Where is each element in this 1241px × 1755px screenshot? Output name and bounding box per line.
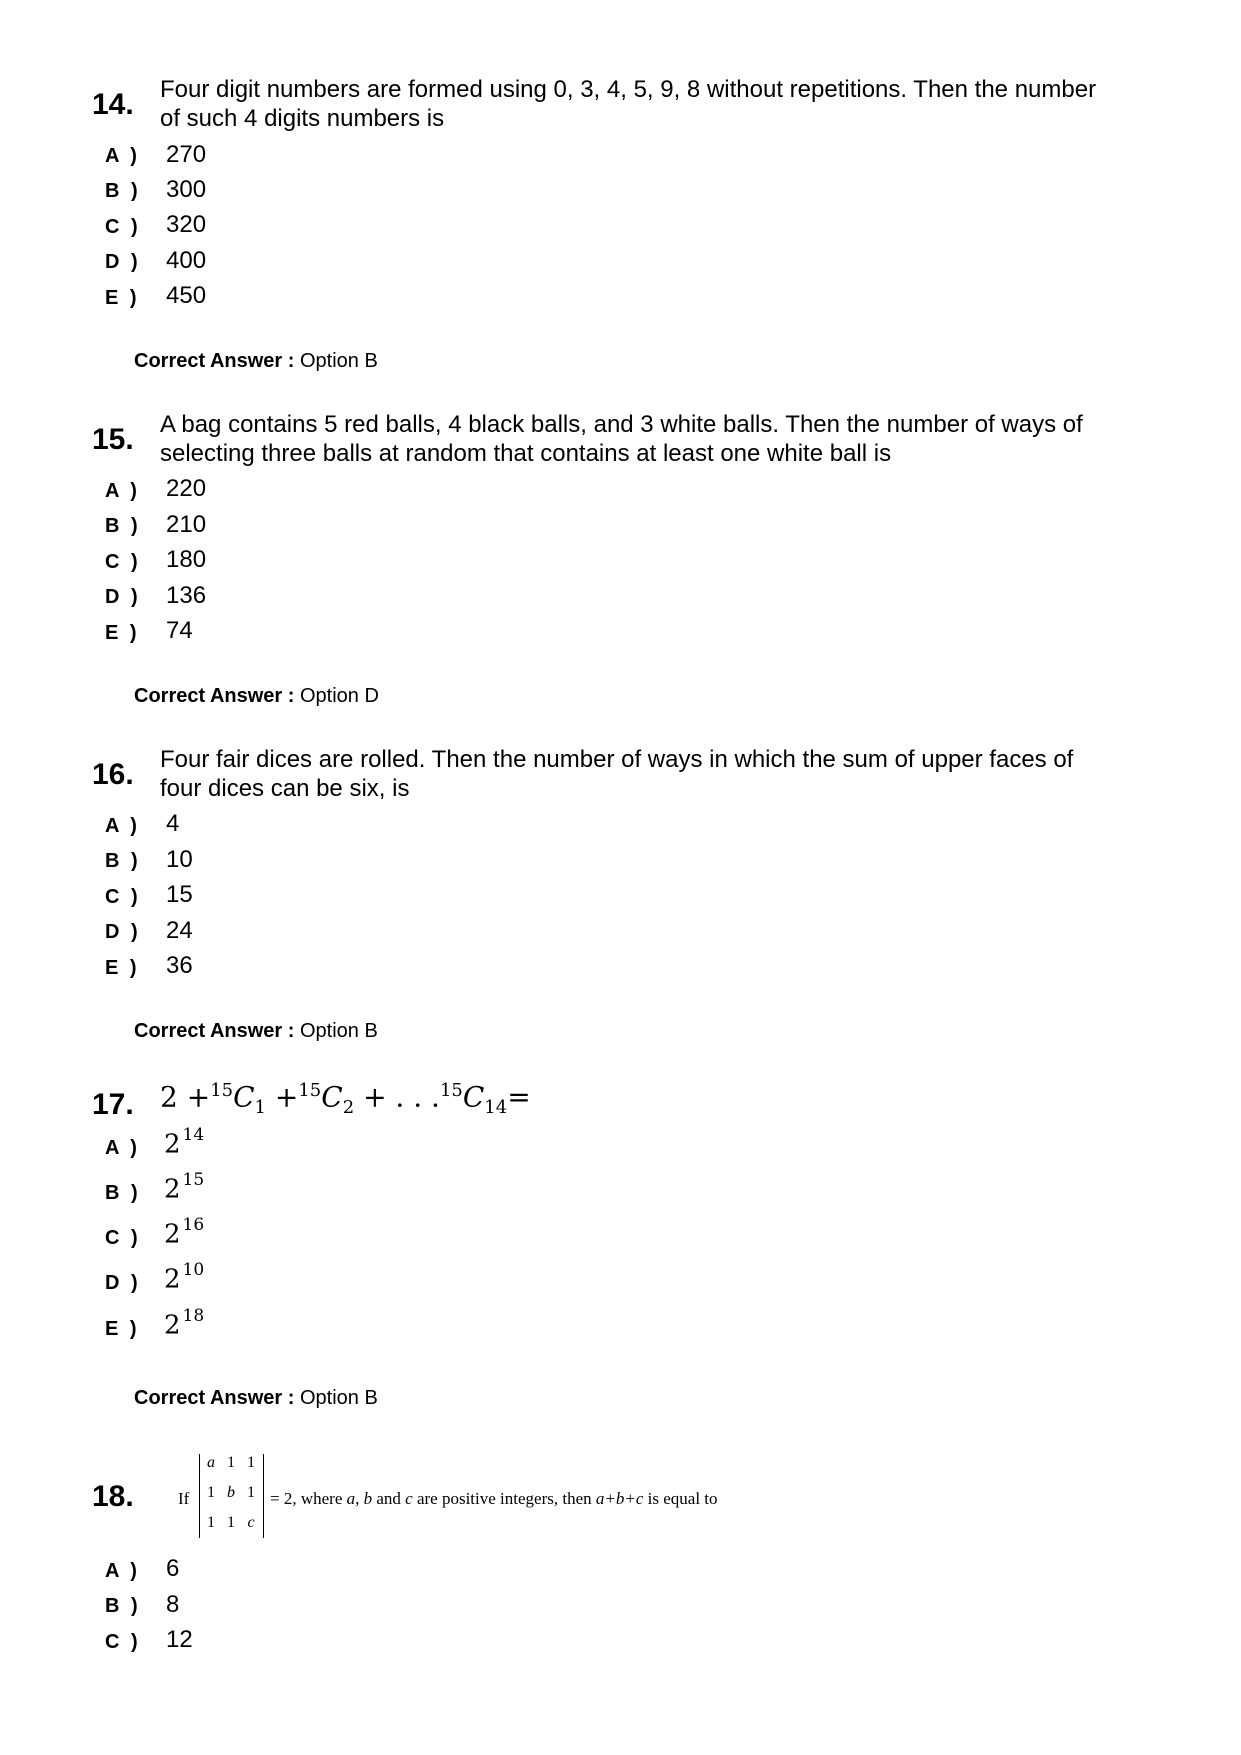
power-exponent: 10 — [182, 1260, 205, 1280]
suffix-text: and — [376, 1489, 401, 1508]
correct-answer-label: Correct Answer : — [134, 685, 295, 707]
option-label: B ) — [105, 1595, 141, 1617]
formula-lead: 2 + — [160, 1080, 211, 1114]
formula-superscript: 15 — [298, 1080, 322, 1101]
option-value: 136 — [166, 582, 207, 609]
determinant-suffix — [270, 1489, 718, 1509]
question-text-line1: A bag contains 5 red balls, 4 black balls, and 3 white balls. Then the number of ways of — [160, 411, 1083, 438]
formula-combination: C — [321, 1080, 343, 1114]
variable: b — [363, 1489, 373, 1508]
correct-answer-value: Option B — [299, 1020, 378, 1042]
power-exponent: 15 — [182, 1170, 205, 1190]
option-value: 300 — [166, 176, 207, 203]
question-number: 15. — [92, 423, 134, 456]
determinant-cell: 1 — [227, 1514, 235, 1531]
suffix-text: are positive integers, then — [416, 1489, 592, 1508]
determinant-cell — [221, 1484, 241, 1502]
suffix-text: is equal to — [647, 1489, 718, 1508]
formula-combination: C — [462, 1080, 485, 1114]
variable: a — [346, 1489, 356, 1508]
option-value: 6 — [166, 1555, 180, 1582]
determinant-cell — [241, 1514, 261, 1532]
question-text-line2: selecting three balls at random that contains at least one white ball is — [160, 440, 892, 467]
option-value — [164, 1260, 205, 1295]
option-label: D ) — [105, 586, 141, 608]
option-label: E ) — [105, 1318, 140, 1340]
determinant-right-bar — [263, 1454, 264, 1538]
option-label: B ) — [105, 515, 141, 537]
expression: a+b+c — [595, 1489, 644, 1508]
option-label: D ) — [105, 921, 141, 943]
option-label: B ) — [105, 180, 141, 202]
option-value: 270 — [166, 141, 207, 168]
option-label: C ) — [105, 1227, 141, 1249]
question-text-line1: Four digit numbers are formed using 0, 3, 4, 5, 9, 8 without repetitions. Then the number — [160, 76, 1097, 103]
suffix-text: , where — [292, 1489, 343, 1508]
correct-answer-value: Option D — [299, 685, 379, 707]
power-base: 2 — [164, 1264, 181, 1295]
option-label: A ) — [105, 1560, 140, 1582]
power-base: 2 — [164, 1174, 181, 1205]
determinant-entry: a — [207, 1454, 215, 1471]
option-value: 210 — [166, 511, 207, 538]
option-label: A ) — [105, 145, 140, 167]
correct-answer — [134, 685, 379, 708]
option-label: B ) — [105, 850, 141, 872]
formula-equals: = — [507, 1080, 531, 1114]
option-label: E ) — [105, 957, 140, 979]
option-label: D ) — [105, 1272, 141, 1294]
option-value: 320 — [166, 211, 207, 238]
correct-answer-value: Option B — [299, 1387, 378, 1409]
option-label: B ) — [105, 1182, 141, 1204]
question-text-line2: four dices can be six, is — [160, 775, 410, 802]
determinant-cell: 1 — [207, 1484, 215, 1501]
option-value: 400 — [166, 247, 207, 274]
determinant-cell: 1 — [227, 1454, 235, 1471]
correct-answer-label: Correct Answer : — [134, 1387, 295, 1409]
option-value: 36 — [166, 952, 193, 979]
option-value — [164, 1170, 205, 1205]
option-value: 4 — [166, 810, 180, 837]
determinant — [199, 1452, 269, 1542]
determinant-entry: b — [227, 1484, 235, 1501]
option-label: D ) — [105, 251, 141, 273]
determinant-prefix: If — [178, 1489, 190, 1508]
determinant-cell: 1 — [207, 1514, 215, 1531]
variable: c — [405, 1489, 413, 1508]
determinant-equals: = 2 — [270, 1489, 293, 1508]
option-label: A ) — [105, 1137, 140, 1159]
option-value: 12 — [166, 1626, 193, 1653]
question-formula — [160, 1080, 531, 1118]
option-value — [164, 1215, 205, 1250]
option-label: E ) — [105, 622, 140, 644]
option-value: 220 — [166, 475, 207, 502]
question-number: 16. — [92, 758, 134, 791]
option-value: 10 — [166, 846, 193, 873]
correct-answer-label: Correct Answer : — [134, 1020, 295, 1042]
option-label: C ) — [105, 216, 141, 238]
determinant-left-bar — [199, 1454, 200, 1538]
power-base: 2 — [164, 1129, 181, 1160]
formula-subscript: 1 — [254, 1096, 266, 1118]
correct-answer-value: Option B — [299, 350, 378, 372]
option-value: 450 — [166, 282, 207, 309]
question-text-line1: Four fair dices are rolled. Then the number of ways in which the sum of upper faces of — [160, 746, 1074, 773]
option-label: E ) — [105, 287, 140, 309]
power-base: 2 — [164, 1310, 181, 1341]
question-number: 18. — [92, 1480, 134, 1513]
power-exponent: 16 — [182, 1215, 205, 1235]
formula-plus: + — [274, 1080, 299, 1114]
correct-answer — [134, 1020, 378, 1043]
power-base: 2 — [164, 1219, 181, 1250]
formula-subscript: 2 — [342, 1096, 355, 1118]
determinant-cell: 1 — [247, 1484, 255, 1501]
formula-ellipsis: + . . . — [363, 1080, 440, 1114]
question-text-line2: of such 4 digits numbers is — [160, 105, 445, 132]
formula-subscript: 14 — [484, 1096, 508, 1118]
correct-answer — [134, 1387, 378, 1410]
option-label: C ) — [105, 886, 141, 908]
question-number: 14. — [92, 88, 134, 121]
option-value — [164, 1125, 205, 1160]
formula-superscript: 15 — [439, 1080, 463, 1101]
correct-answer-label: Correct Answer : — [134, 350, 295, 372]
option-label: C ) — [105, 551, 141, 573]
option-value — [164, 1306, 205, 1341]
option-value: 24 — [166, 917, 193, 944]
correct-answer — [134, 350, 378, 373]
option-label: A ) — [105, 480, 140, 502]
formula-combination: C — [233, 1080, 255, 1114]
option-value: 8 — [166, 1591, 180, 1618]
determinant-entry: c — [247, 1514, 255, 1531]
option-value: 15 — [166, 881, 193, 908]
option-label: C ) — [105, 1631, 141, 1653]
determinant-cell — [201, 1454, 221, 1472]
power-exponent: 18 — [182, 1306, 205, 1326]
option-label: A ) — [105, 815, 140, 837]
option-value: 74 — [166, 617, 193, 644]
question-number: 17. — [92, 1088, 134, 1121]
power-exponent: 14 — [182, 1125, 205, 1145]
formula-superscript: 15 — [210, 1080, 234, 1101]
determinant-cell: 1 — [247, 1454, 255, 1471]
separator: , — [355, 1489, 360, 1508]
option-value: 180 — [166, 546, 207, 573]
